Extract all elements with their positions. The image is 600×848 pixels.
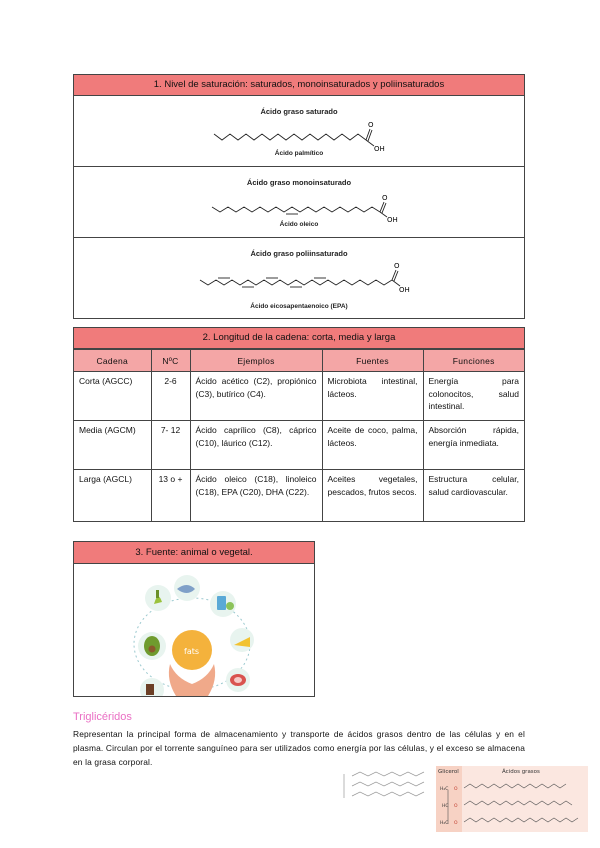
table-row xyxy=(74,421,524,470)
triglyceride-structure xyxy=(338,768,428,808)
triglycerides-title: Triglicéridos xyxy=(73,711,132,723)
monounsaturated-title: Ácido graso monoinsaturado xyxy=(246,178,352,187)
table-row xyxy=(74,372,524,421)
monounsaturated-row xyxy=(74,167,524,238)
saturated-name: Ácido palmítico xyxy=(274,150,324,157)
h2c-top: H₂C xyxy=(440,787,449,792)
col-cadena: Cadena xyxy=(74,350,151,372)
polyunsaturated-row xyxy=(74,238,524,319)
table-header-row xyxy=(74,350,524,372)
cell-cadena: Corta (AGCC) xyxy=(74,372,151,421)
o-top: O xyxy=(454,787,458,792)
chain-length-header: 2. Longitud de la cadena: corta, media y larga xyxy=(74,328,524,349)
cell-fuentes: Microbiota intestinal, lácteos. xyxy=(322,372,423,421)
cell-fuentes: Aceite de coco, palma, lácteos. xyxy=(322,421,423,470)
table-row xyxy=(74,470,524,521)
cell-fuentes: Aceites vegetales, pescados, frutos secos. xyxy=(322,470,423,521)
carboxyl-oh: OH xyxy=(399,286,410,294)
polyunsaturated-name: Ácido eicosapentaenoico (EPA) xyxy=(250,303,348,310)
source-header: 3. Fuente: animal o vegetal. xyxy=(74,542,314,564)
chain-length-table xyxy=(74,349,524,521)
carboxyl-o: O xyxy=(394,262,400,270)
cell-funciones: Energía para colonocitos, salud intestinal. xyxy=(423,372,524,421)
cell-cadena: Media (AGCM) xyxy=(74,421,151,470)
carboxyl-o: O xyxy=(382,194,388,202)
cheese-icon xyxy=(230,628,254,652)
saturated-row xyxy=(74,96,524,167)
cell-nc: 2-6 xyxy=(151,372,190,421)
cell-cadena: Larga (AGCL) xyxy=(74,470,151,521)
col-ejemplos: Ejemplos xyxy=(190,350,322,372)
cell-ejemplos: Ácido caprílico (C8), cáprico (C10), láurico (C12). xyxy=(190,421,322,470)
o-bottom: O xyxy=(454,821,458,826)
h2c-bottom: H₂C xyxy=(440,821,449,826)
col-funciones: Funciones xyxy=(423,350,524,372)
triglycerides-text: Representan la principal forma de almacenamiento y transporte de ácidos grasos dentro de las células y en el plasma. Circulan por el torrente sanguíneo para ser utilizados como energía por las células, y el exceso se almacena en la grasa corporal. xyxy=(73,729,525,767)
fats-label: fats xyxy=(184,647,200,656)
cell-ejemplos: Ácido oleico (C18), linoleico (C18), EPA (C20), DHA (C22). xyxy=(190,470,322,521)
o-mid: O xyxy=(454,804,458,809)
cell-funciones: Estructura celular, salud cardiovascular. xyxy=(423,470,524,521)
col-nc: NºC xyxy=(151,350,190,372)
cell-ejemplos: Ácido acético (C2), propiónico (C3), butírico (C4). xyxy=(190,372,322,421)
chain-length-section xyxy=(73,327,525,522)
carboxyl-oh: OH xyxy=(374,145,385,153)
monounsaturated-name: Ácido oleico xyxy=(279,221,319,228)
col-fuentes: Fuentes xyxy=(322,350,423,372)
glycerol-label: Glicerol xyxy=(438,769,459,775)
saturation-header: 1. Nivel de saturación: saturados, monoinsaturados y poliinsaturados xyxy=(74,75,524,96)
saturation-section xyxy=(73,74,525,319)
triglyceride-figure xyxy=(436,766,588,832)
cell-nc: 7- 12 xyxy=(151,421,190,470)
glycerol-fatty-acids-diagram xyxy=(436,766,588,832)
saturated-title: Ácido graso saturado xyxy=(260,107,338,116)
cell-nc: 13 o + xyxy=(151,470,190,521)
polyunsaturated-title: Ácido graso poliinsaturado xyxy=(250,249,348,258)
hc-mid: HC xyxy=(442,804,449,809)
carboxyl-o: O xyxy=(368,121,374,129)
fats-illustration xyxy=(74,564,314,696)
source-section xyxy=(73,541,315,697)
carboxyl-oh: OH xyxy=(387,216,398,224)
cell-funciones: Absorción rápida, energía inmediata. xyxy=(423,421,524,470)
fatty-acids-label: Ácidos grasos xyxy=(502,769,540,775)
